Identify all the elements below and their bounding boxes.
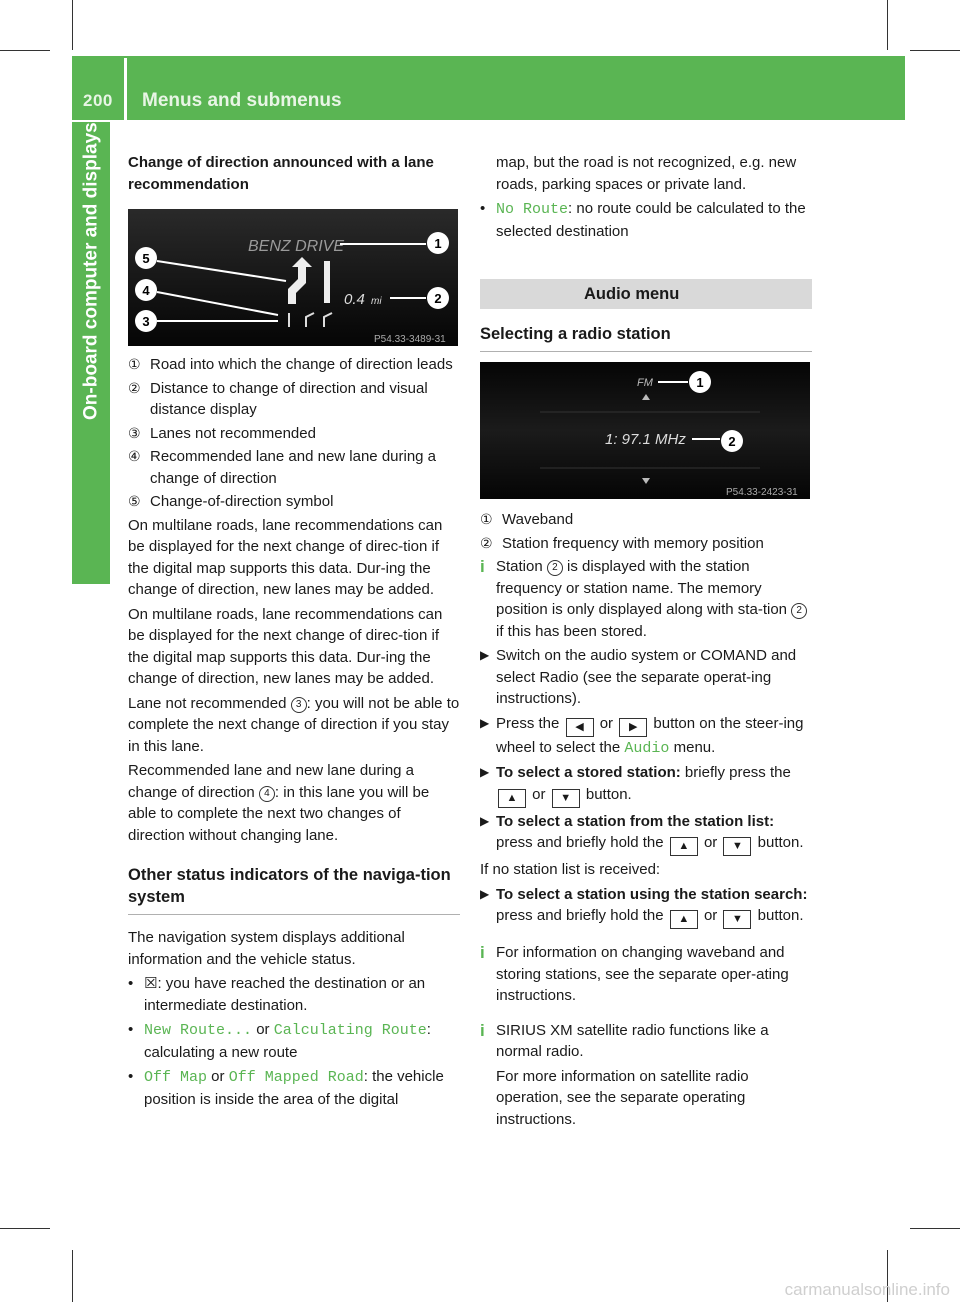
display-text: New Route... [144,1022,253,1039]
legend-item [128,446,460,489]
legend-item [128,354,460,376]
left-column [128,152,460,1113]
crop-mark [910,50,960,51]
legend-number: ① [128,356,141,372]
down-button-icon: ▼ [723,910,751,929]
distance-bar [324,261,330,303]
text: : the vehicle position is inside the area of the digital [144,1068,444,1108]
heading-select-radio: Selecting a radio station [480,323,812,352]
text: Switch on the audio system or COMAND and select Radio (see the separate operat-ing instructions). [496,647,797,707]
crop-mark [72,1250,73,1302]
callout-5-label: 5 [142,251,150,266]
text: : no route could be calculated to the selected destination [496,200,806,240]
crop-mark [72,0,73,50]
display-text: Calculating Route [273,1022,427,1039]
legend-number: ③ [128,424,141,441]
text: For more information on satellite radio operation, see the separate operating instructions. [496,1067,749,1128]
up-button-icon: ▲ [670,910,698,929]
text: Lane not recommended [128,694,291,712]
action-arrow-icon: ▶ [480,715,490,730]
text: button on the steer-ing wheel to select the [496,714,804,756]
figure-radio-svg [480,362,810,499]
text: or [699,907,722,924]
distance-value: 0.4 [344,291,365,308]
action-arrow-icon: ▶ [480,813,490,828]
destination-flag-icon: ☒ [144,975,158,992]
figure-lane-svg [128,209,458,346]
action-step [480,884,812,930]
text: Press the [496,714,564,732]
legend-item [128,423,460,445]
text: or [595,714,618,732]
crop-mark [0,50,50,51]
bullet-marker: • [480,200,486,217]
bullet-item [128,1019,460,1063]
text: button. [753,834,804,851]
left-button-icon: ◀ [566,718,594,737]
legend-item [480,509,812,531]
text: Station [496,558,547,575]
paragraph: If no station list is received: [480,861,661,878]
bullet-item [128,1066,460,1110]
text: button. [581,785,632,803]
action-step [480,645,812,710]
action-step [480,811,812,857]
display-text: No Route [496,201,569,218]
bold-text: To select a station using the station search: [496,885,808,903]
section-audio-menu: Audio menu [480,279,812,309]
text: SIRIUS XM satellite radio functions like a normal radio. [496,1021,769,1060]
legend-item [480,533,812,555]
text: is displayed with the station frequency or station name. The memory position is only displayed along with sta-tion [496,558,792,618]
text: : calculating a new route [144,1021,431,1061]
action-step [480,713,812,760]
frequency-display: 1: 97.1 MHz [605,431,686,448]
chapter-tab-label [72,122,110,584]
text: press and briefly hold the [496,834,668,851]
brand-text: BENZ DRIVE [248,238,345,255]
text: menu. [669,738,716,756]
legend-number: ⑤ [128,493,141,509]
action-arrow-icon: ▶ [480,765,490,779]
text: or [252,1021,274,1038]
down-button-icon: ▼ [552,789,580,808]
info-icon: i [480,943,485,962]
paragraph: map, but the road is not recognized, e.g. new roads, parking spaces or private land. [496,154,797,193]
callout-ref: 2 [547,560,563,576]
display-text: Audio [624,739,670,757]
up-button-icon: ▲ [498,789,526,808]
figure-ref: P54.33-2423-31 [726,487,798,498]
heading-status-indicators: Other status indicators of the naviga-tion system [128,864,460,915]
legend-item [128,491,460,513]
bullet-item [128,973,460,1016]
text: or [207,1068,229,1085]
action-step [480,762,812,808]
watermark: carmanualsonline.info [784,1279,950,1299]
paragraph: On multilane roads, lane recommendations can be displayed for the next change of direc-tion if the digital map supports this data. Dur-ing the change of direction, new lanes may be added. [128,516,443,598]
figure-radio [480,362,810,499]
callout-ref: 2 [791,603,807,619]
distance-unit: mi [371,296,382,307]
figure-lane-recommendation [128,209,458,346]
header-separator [124,58,127,122]
paragraph [128,693,460,758]
legend-text: Recommended lane and new lane during a change of direction [150,448,437,487]
action-arrow-icon: ▶ [480,648,490,662]
action-arrow-icon: ▶ [480,886,490,901]
callout-2-label: 2 [434,291,442,306]
display-text: Off Mapped Road [228,1069,364,1086]
crop-mark [0,1228,50,1229]
heading-lane-recommendation: Change of direction announced with a lane recommendation [128,154,434,193]
paragraph: The navigation system displays additional information and the vehicle status. [128,929,405,968]
callout-ref: 3 [291,697,307,713]
info-note [480,942,812,1007]
text: : in this lane you will be able to complete the next two changes of direction without changing lane. [128,783,430,844]
info-icon: i [480,557,485,576]
bullet-marker: • [128,1021,134,1038]
text: or [528,785,550,803]
right-button-icon: ▶ [619,718,647,737]
text: or [699,834,722,851]
waveband-label: FM [637,377,653,389]
callout-3-label: 3 [142,314,150,329]
text: Recommended lane and new lane during a change of direction [128,762,415,801]
bullet-marker: • [128,1068,134,1085]
info-note [480,556,812,642]
callout-4-label: 4 [142,283,150,298]
legend-text: Change-of-direction symbol [150,493,334,510]
right-column [480,152,812,1133]
legend-number: ① [480,511,493,527]
callout-1-label: 1 [696,375,704,390]
down-button-icon: ▼ [723,837,751,856]
bullet-marker: • [128,975,134,992]
paragraph [128,760,460,846]
text: For information on changing waveband and storing stations, see the separate oper-ating instructions. [496,944,789,1004]
up-button-icon: ▲ [670,837,698,856]
legend-text: Lanes not recommended [150,424,316,442]
legend-number: ④ [128,448,141,464]
text: button. [753,907,804,924]
callout-1-label: 1 [434,236,442,251]
crop-mark [910,1228,960,1229]
text: briefly press the [680,764,791,781]
text: if this has been stored. [496,622,647,640]
legend-item [128,378,460,421]
page-title: Menus and submenus [142,90,342,111]
text: : you have reached the destination or an intermediate destination. [144,975,426,1014]
chapter-tab-text: On-board computer and displays [80,122,102,420]
paragraph: On multilane roads, lane recommendations can be displayed for the next change of direc-tion if the digital map supports this data. Dur-ing the change of direction, new lanes may be added. [128,605,443,687]
callout-2-label: 2 [728,434,736,449]
display-text: Off Map [144,1069,208,1086]
bullet-item [480,198,812,242]
callout-ref: 4 [259,786,275,802]
legend-text: Distance to change of direction and visual distance display [150,379,428,418]
text: : you will not be able to complete the next change of direction if you stay in this lane. [128,694,460,755]
legend-text: Station frequency with memory position [502,534,764,552]
legend-text: Waveband [502,511,574,528]
legend-text: Road into which the change of direction leads [150,356,453,373]
bold-text: To select a station from the station list: [496,812,775,830]
info-note [480,1020,812,1131]
figure-ref: P54.33-3489-31 [374,334,446,345]
crop-mark [887,0,888,50]
text: press and briefly hold the [496,907,668,924]
bold-text: To select a stored station: [496,764,681,781]
legend-number: ② [128,379,141,396]
page-number: 200 [83,91,113,110]
info-icon: i [480,1020,485,1040]
legend-number: ② [480,534,493,551]
